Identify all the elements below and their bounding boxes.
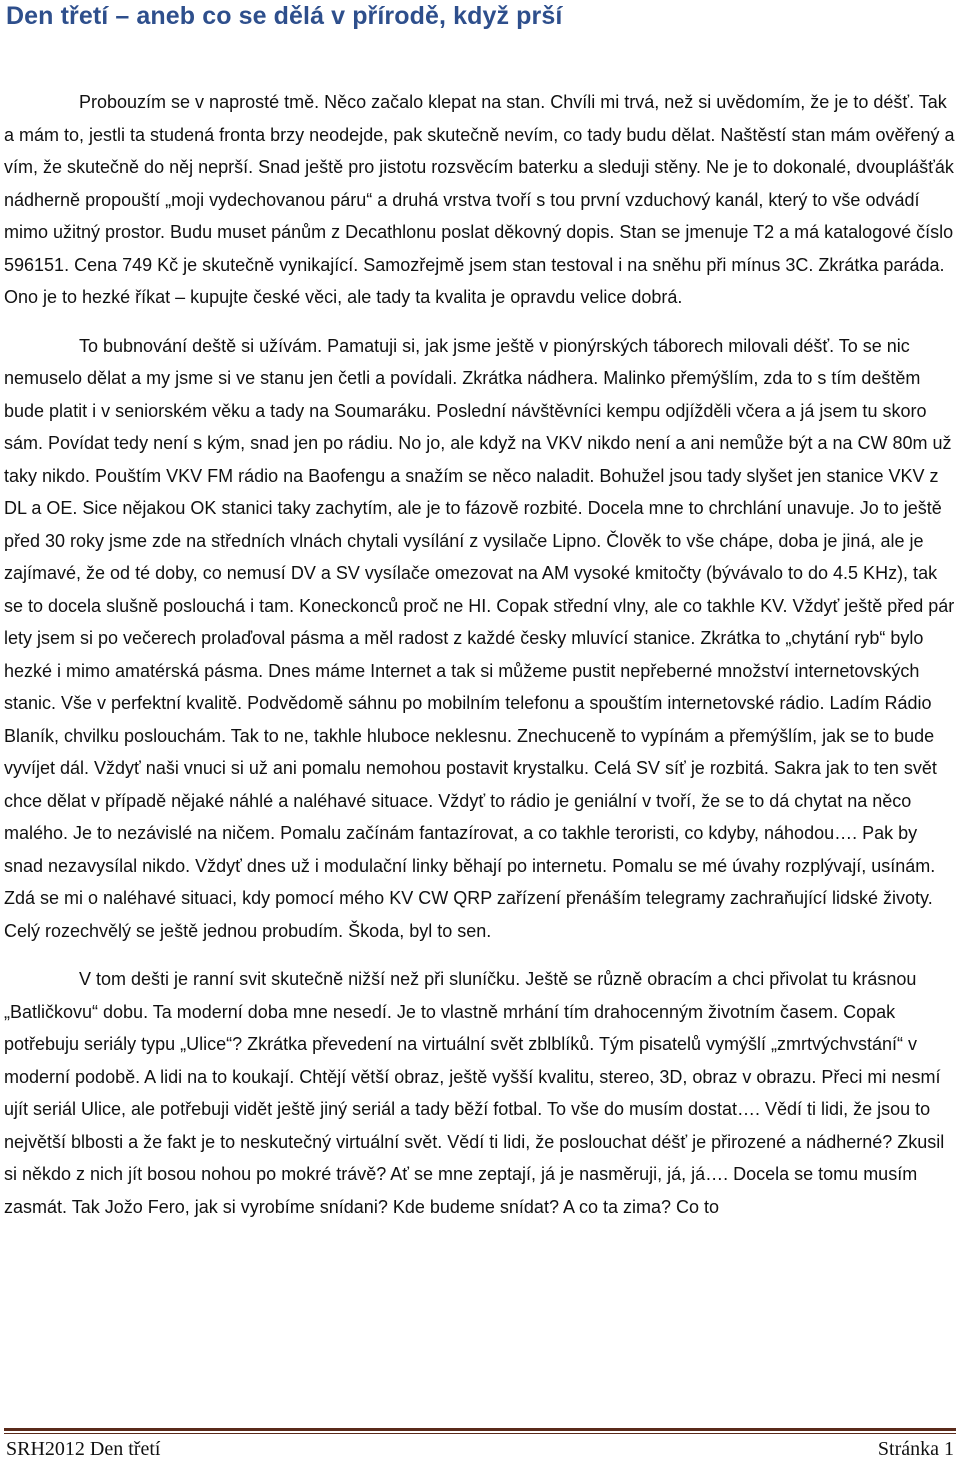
footer-page-number: Stránka 1: [877, 1438, 954, 1460]
paragraph-3: V tom dešti je ranní svit skutečně nižší než při sluníčku. Ještě se různě obracím a chci přivolat tu krásnou „Batličkovu“ dobu. Ta moderní doba mne nesedí. Je to vlastně mrhání tím drahocenným životním časem. Copak potřebuju seriály typu „Ulice“? Zkrátka převedení na virtuální svět zblblíků. Tým pisatelů vymýšlí „zmrtvýchvstání“ v moderní podobě. A lidi na to koukají. Chtějí větší obraz, ještě vyšší kvalitu, stereo, 3D, obraz v obrazu. Přeci mi nesmí ujít seriál Ulice, ale potřebuji vidět ještě jiný seriál a tady běží fotbal. To vše do musím dostat…. Vědí ti lidi, že jsou to největší blbosti a že fakt je to neskutečný virtuální svět. Vědí ti lidi, že poslouchat déšť je přirozené a nádherné? Zkusil si někdo z nich jít bosou nohou po mokré trávě? Ať se mne zeptají, já je nasměruji, já, já…. Docela se tomu musím zasmát. Tak Jožo Fero, jak si vyrobíme snídani? Kde budeme snídat? A co ta zima? Co to: [4, 969, 945, 1217]
document-title: Den třetí – aneb co se dělá v přírodě, když prší: [6, 2, 563, 30]
footer-divider-thin: [4, 1433, 956, 1434]
paragraph-2: To bubnování deště si užívám. Pamatuji si, jak jsme ještě v pionýrských táborech milovali déšť. To se nic nemuselo dělat a my jsme si ve stanu jen četli a povídali. Zkrátka nádhera. Malinko přemýšlím, zda to s tím deštěm bude platit i v seniorském věku a tady na Soumaráku. Poslední návštěvníci kempu odjížděli včera a já jsem tu skoro sám. Povídat tedy není s kým, snad jen po rádiu. No jo, ale když na VKV nikdo není a ani nemůže být a na CW 80m už taky nikdo. Pouštím VKV FM rádio na Baofengu a snažím se něco naladit. Bohužel jsou tady slyšet jen stanice VKV z DL a OE. Sice nějakou OK stanici taky zachytím, ale je to fázově rozbité. Docela mne to chrchlání unavuje. Jo to ještě před 30 roky jsme zde na středních vlnách chytali vysílání z vysilače Lipno. Člověk to vše chápe, doba je jiná, ale je zajímavé, že od té doby, co nemusí DV a SV vysílače omezovat na AM vysoké kmitočty (bývávalo to do 4.5 KHz), tak se to docela slušně poslouchá i tam. Koneckonců proč ne HI. Copak střední vlny, ale co takhle KV. Vždyť ještě před pár lety jsem si po večerech prolaďoval pásma a měl radost z každé česky mluvící stanice. Zkrátka to „chytání ryb“ bylo hezké i mimo amatérská pásma. Dnes máme Internet a tak si můžeme pustit nepřeberné množství internetovských stanic. Vše v perfektní kvalitě. Podvědomě sáhnu po mobilním telefonu a spouštím internetovské rádio. Ladím Rádio Blaník, chvilku poslouchám. Tak to ne, takhle hluboce neklesnu. Znechuceně to vypínám a přemýšlím, jak se to bude vyvíjet dál. Vždyť naši vnuci si už ani pomalu nemohou postavit krystalku. Celá SV síť je rozbitá. Sakra jak to ten svět chce dělat v případě nějaké náhlé a naléhavé situace. Vždyť to rádio je geniální v tvoří, že se to dá chytat na něco malého. Je to nezávislé na ničem. Pomalu začínám fantazírovat, a co takhle teroristi, co kdyby, náhodou…. Pak by snad nezavysílal nikdo. Vždyť dnes už i modulační linky běhají po internetu. Pomalu se mé úvahy rozplývají, usínám. Zdá se mi o naléhavé situaci, kdy pomocí mého KV CW QRP zařízení přenáším telegramy zachraňující lidské životy. Celý rozechvělý se ještě jednou probudím. Škoda, byl to sen.: [4, 335, 955, 941]
footer-divider: [4, 1428, 956, 1431]
document-body: [4, 86, 955, 1239]
paragraph-1: Probouzím se v naprosté tmě. Něco začalo klepat na stan. Chvíli mi trvá, než si uvědomím, že je to déšť. Tak a mám to, jestli ta studená fronta brzy neodejde, pak skutečně nevím, co tady budu dělat. Naštěstí stan mám ověřený a vím, že skutečně do něj neprší. Snad ještě pro jistotu rozsvěcím baterku a sleduji stěny. Ne je to dokonalé, dvouplášťák nádherně propouští „moji vydechovanou páru“ a druhá vrstva tvoří s tou první vzduchový kanál, který to vše odvádí mimo užitný prostor. Budu muset pánům z Decathlonu poslat děkovný dopis. Stan se jmenuje T2 a má katalogové číslo 596151. Cena 749 Kč je skutečně vynikající. Samozřejmě jsem stan testoval i na sněhu při mínus 3C. Zkrátka paráda. Ono je to hezké říkat – kupujte české věci, ale tady ta kvalita je opravdu velice dobrá.: [4, 92, 955, 307]
footer-document-name: SRH2012 Den třetí: [6, 1438, 161, 1460]
